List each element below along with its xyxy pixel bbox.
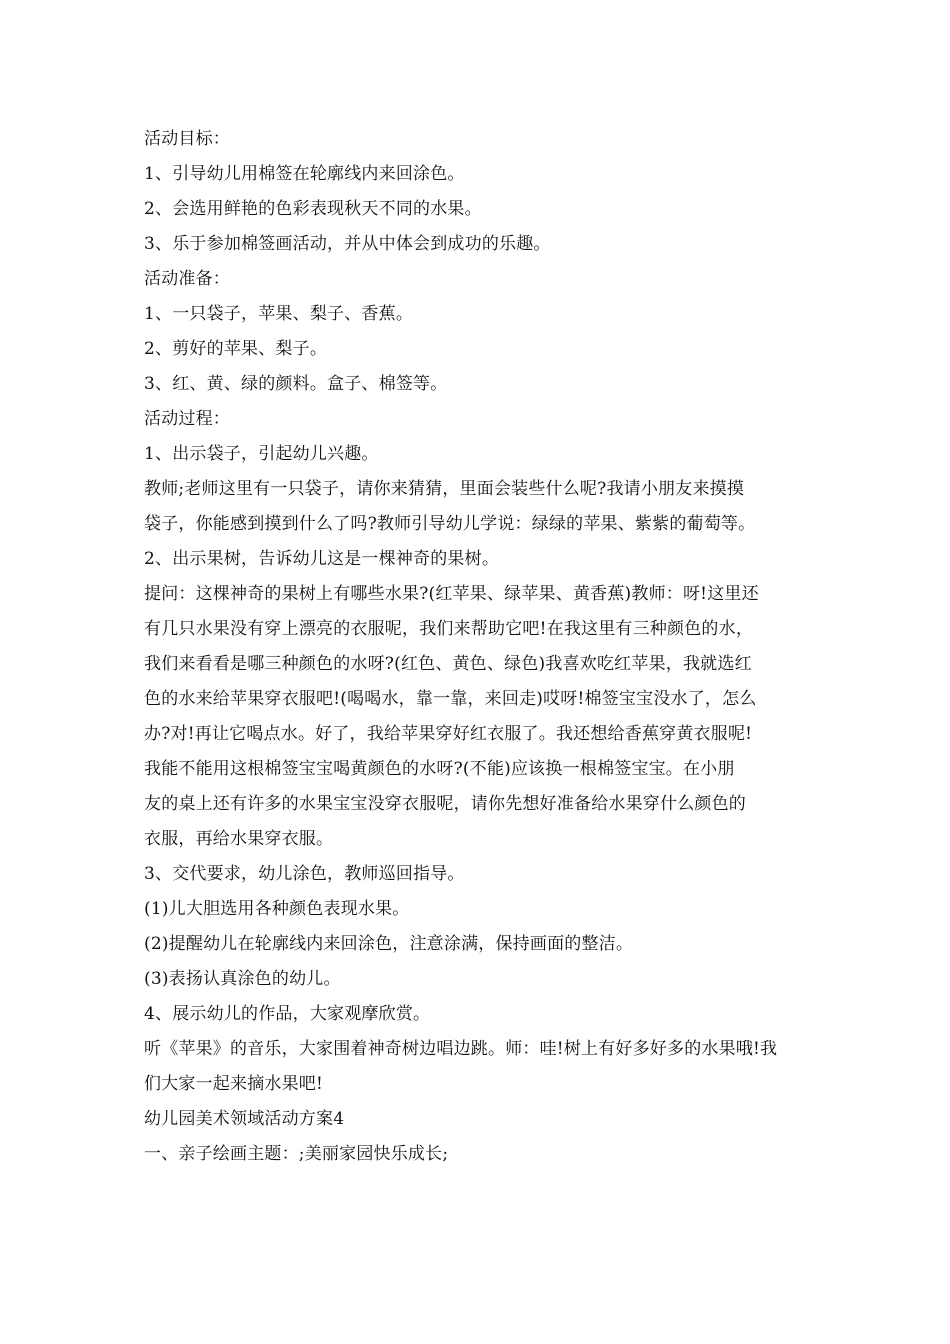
paragraph-line: 衣服，再给水果穿衣服。 — [144, 829, 334, 849]
section-heading-process: 活动过程： — [144, 409, 230, 429]
paragraph-line: 3、交代要求，幼儿涂色，教师巡回指导。 — [144, 864, 465, 884]
paragraph-line: 友的桌上还有许多的水果宝宝没穿衣服呢，请你先想好准备给水果穿什么颜色的 — [144, 794, 746, 814]
paragraph-line: 我能不能用这根棉签宝宝喝黄颜色的水呀?(不能)应该换一根棉签宝宝。在小朋 — [144, 759, 735, 779]
section-heading-goals: 活动目标： — [144, 129, 230, 149]
paragraph-line: 2、会选用鲜艳的色彩表现秋天不同的水果。 — [144, 199, 482, 219]
paragraph-line: (1)儿大胆选用各种颜色表现水果。 — [144, 899, 410, 919]
paragraph-line: 1、一只袋子，苹果、梨子、香蕉。 — [144, 304, 414, 324]
paragraph-line: 4、展示幼儿的作品，大家观摩欣赏。 — [144, 1004, 431, 1024]
paragraph-line: 1、引导幼儿用棉签在轮廓线内来回涂色。 — [144, 164, 465, 184]
paragraph-line: 我们来看看是哪三种颜色的水呀?(红色、黄色、绿色)我喜欢吃红苹果，我就选红 — [144, 654, 752, 674]
paragraph-line: 提问：这棵神奇的果树上有哪些水果?(红苹果、绿苹果、黄香蕉)教师：呀!这里还 — [144, 584, 759, 604]
paragraph-line: 有几只水果没有穿上漂亮的衣服呢，我们来帮助它吧!在我这里有三种颜色的水， — [144, 619, 754, 639]
document-subtitle: 幼儿园美术领域活动方案4 — [144, 1109, 345, 1129]
paragraph-line: 1、出示袋子，引起幼儿兴趣。 — [144, 444, 379, 464]
section-heading-preparation: 活动准备： — [144, 269, 230, 289]
paragraph-line: (2)提醒幼儿在轮廓线内来回涂色，注意涂满，保持画面的整洁。 — [144, 934, 634, 954]
paragraph-line: 2、剪好的苹果、梨子。 — [144, 339, 328, 359]
paragraph-line: 色的水来给苹果穿衣服吧!(喝喝水，靠一靠，来回走)哎呀!棉签宝宝没水了，怎么 — [144, 689, 757, 709]
paragraph-line: 3、乐于参加棉签画活动，并从中体会到成功的乐趣。 — [144, 234, 551, 254]
paragraph-line: 3、红、黄、绿的颜料。盒子、棉签等。 — [144, 374, 448, 394]
paragraph-line: 听《苹果》的音乐，大家围着神奇树边唱边跳。师：哇!树上有好多好多的水果哦!我 — [144, 1039, 778, 1059]
paragraph-line: 办?对!再让它喝点水。好了，我给苹果穿好红衣服了。我还想给香蕉穿黄衣服呢! — [144, 724, 753, 744]
paragraph-line: 袋子，你能感到摸到什么了吗?教师引导幼儿学说：绿绿的苹果、紫紫的葡萄等。 — [144, 514, 756, 534]
document-page — [144, 122, 814, 1172]
paragraph-line: 教师;老师这里有一只袋子，请你来猜猜，里面会装些什么呢?我请小朋友来摸摸 — [144, 479, 745, 499]
paragraph-line: 们大家一起来摘水果吧! — [144, 1074, 324, 1094]
paragraph-line: (3)表扬认真涂色的幼儿。 — [144, 969, 341, 989]
paragraph-line: 一、亲子绘画主题：;美丽家园快乐成长; — [144, 1144, 449, 1164]
paragraph-line: 2、出示果树，告诉幼儿这是一棵神奇的果树。 — [144, 549, 500, 569]
